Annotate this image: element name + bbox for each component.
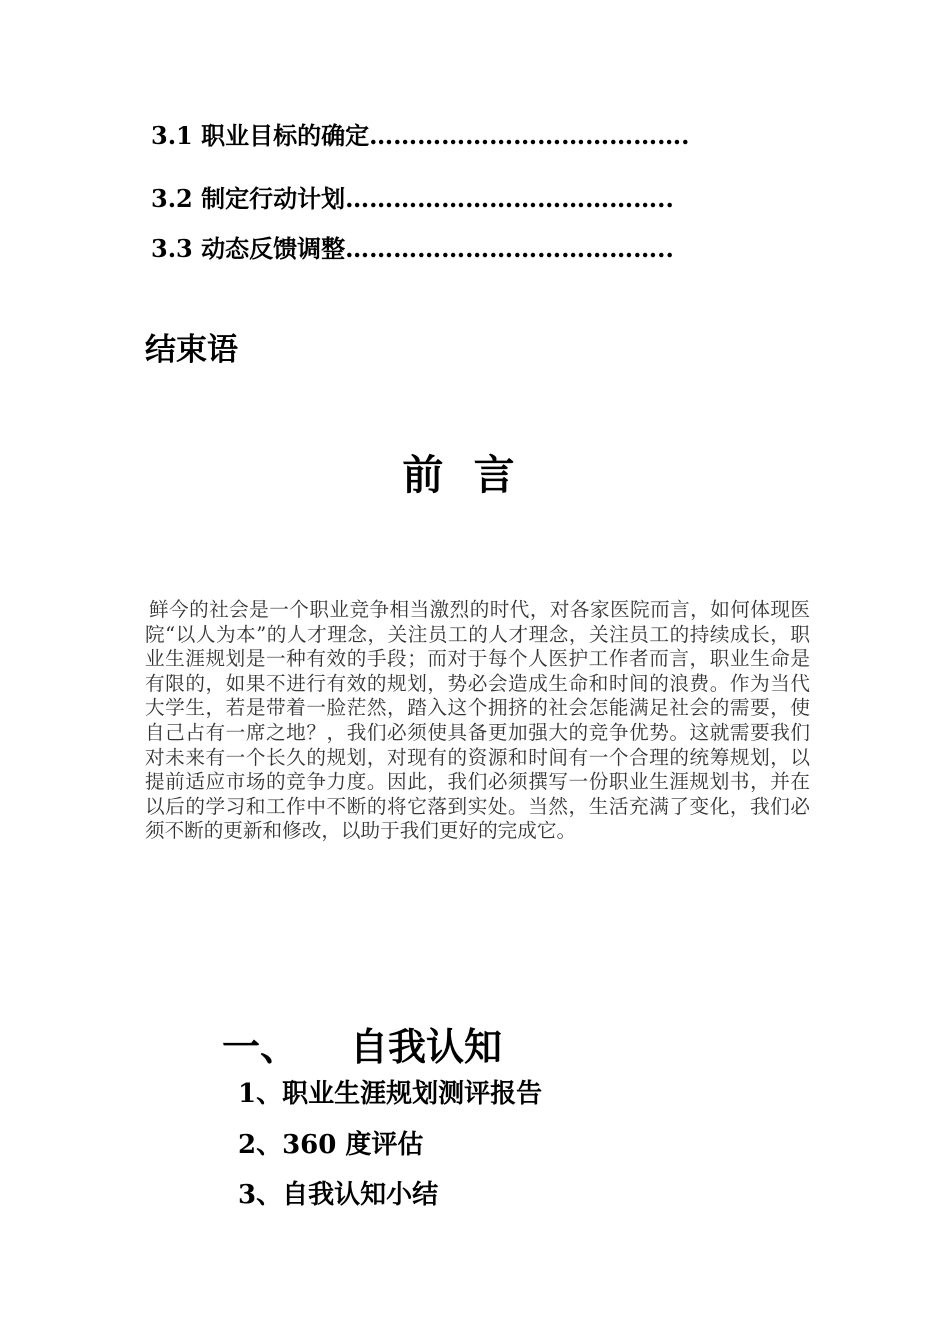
- toc-item-3-2: [151, 183, 674, 215]
- section-item-3: 3、自我认知小结: [238, 1180, 439, 1210]
- toc-label: 3.2 制定行动计划: [151, 184, 346, 213]
- toc-end: ..: [657, 234, 674, 263]
- section-title: 自我认知: [350, 1025, 503, 1069]
- preface-paragraph: 鲜今的社会是一个职业竞争相当激烈的时代，对各家医院而言，如何体现医院“以人为本”的人才理念，关注员工的人才理念，关注员工的持续成长，职业生涯规划是一种有效的手段；而对于每个人医护工作者而言，职业生命是有限的，如果不进行有效的规划，势必会造成生命和时间的浪费。作为当代大学生，若是带着一脸茫然，踏入这个拥挤的社会怎能满足社会的需要，使自己占有一席之地？，我们必须使具备更加强大的竞争优势。这就需要我们对未来有一个长久的规划，对现有的资源和时间有一个合理的统筹规划，以提前适应市场的竞争力度。因此，我们必须撰写一份职业生涯规划书，并在以后的学习和工作中不断的将它落到实处。当然，生活充满了变化，我们必须不断的更新和修改，以助于我们更好的完成它。: [145, 598, 810, 843]
- toc-label: 3.1 职业目标的确定: [151, 121, 370, 150]
- toc-item-3-3: [151, 233, 674, 265]
- toc-item-3-1: [151, 120, 689, 152]
- toc-end: .: [681, 121, 690, 150]
- toc-leader-dots: …………………………………: [369, 121, 682, 150]
- section-number: 一、: [222, 1025, 299, 1069]
- preface-title: 前 言: [402, 451, 523, 499]
- section-heading-self-awareness: [222, 1024, 502, 1070]
- toc-leader-dots: …………………………………: [345, 234, 658, 263]
- toc-leader-dots: …………………………………: [345, 184, 658, 213]
- toc-end: ..: [657, 184, 674, 213]
- closing-heading: 结束语: [145, 332, 238, 368]
- toc-label: 3.3 动态反馈调整: [151, 234, 346, 263]
- section-item-2: 2、360 度评估: [238, 1130, 424, 1160]
- section-item-1: 1、职业生涯规划测评报告: [238, 1079, 543, 1109]
